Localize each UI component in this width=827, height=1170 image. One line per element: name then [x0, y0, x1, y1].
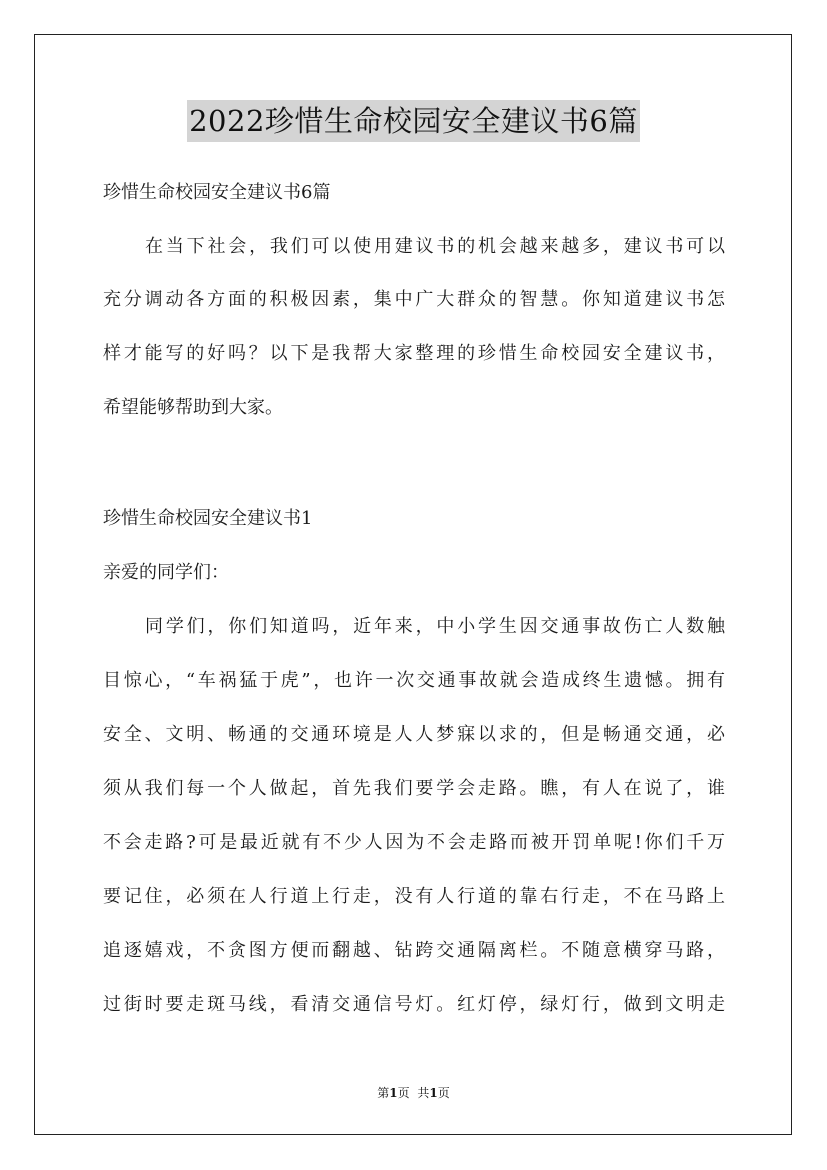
intro-line-2: 充分调动各方面的积极因素，集中广大群众的智慧。你知道建议书怎: [103, 289, 725, 310]
page-footer: [0, 1085, 827, 1101]
body-line-3: 安全、文明、畅通的交通环境是人人梦寐以求的，但是畅通交通，必: [103, 724, 725, 745]
document-title: 2022珍惜生命校园安全建议书6篇: [187, 100, 640, 142]
total-suffix: 页: [437, 1086, 450, 1100]
page-prefix: 第: [377, 1086, 390, 1100]
section-heading: 珍惜生命校园安全建议书1: [103, 508, 313, 529]
body-line-8: 过街时要走斑马线，看清交通信号灯。红灯停，绿灯行，做到文明走: [103, 994, 725, 1015]
page-suffix: 页: [397, 1086, 410, 1100]
body-line-1: 同学们，你们知道吗，近年来，中小学生因交通事故伤亡人数触: [145, 616, 725, 637]
body-line-2: 目惊心，“车祸猛于虎”，也许一次交通事故就会造成终生遗憾。拥有: [103, 670, 725, 691]
greeting: 亲爱的同学们：: [103, 562, 229, 583]
intro-line-4: 希望能够帮助到大家。: [103, 397, 283, 418]
body-line-5: 不会走路?可是最近就有不少人因为不会走路而被开罚单呢!你们千万: [103, 832, 725, 853]
page-number: 1: [389, 1086, 398, 1100]
body-line-7: 追逐嬉戏，不贪图方便而翻越、钻跨交通隔离栏。不随意横穿马路，: [103, 940, 725, 961]
total-pages: 1: [429, 1086, 438, 1100]
title-container: [0, 100, 827, 142]
intro-line-3: 样才能写的好吗？以下是我帮大家整理的珍惜生命校园安全建议书，: [103, 343, 725, 364]
subtitle: 珍惜生命校园安全建议书6篇: [103, 182, 331, 203]
intro-line-1: 在当下社会，我们可以使用建议书的机会越来越多，建议书可以: [145, 236, 725, 257]
body-line-4: 须从我们每一个人做起，首先我们要学会走路。瞧，有人在说了，谁: [103, 778, 725, 799]
body-line-6: 要记住，必须在人行道上行走，没有人行道的靠右行走，不在马路上: [103, 886, 725, 907]
total-prefix: 共: [417, 1086, 430, 1100]
